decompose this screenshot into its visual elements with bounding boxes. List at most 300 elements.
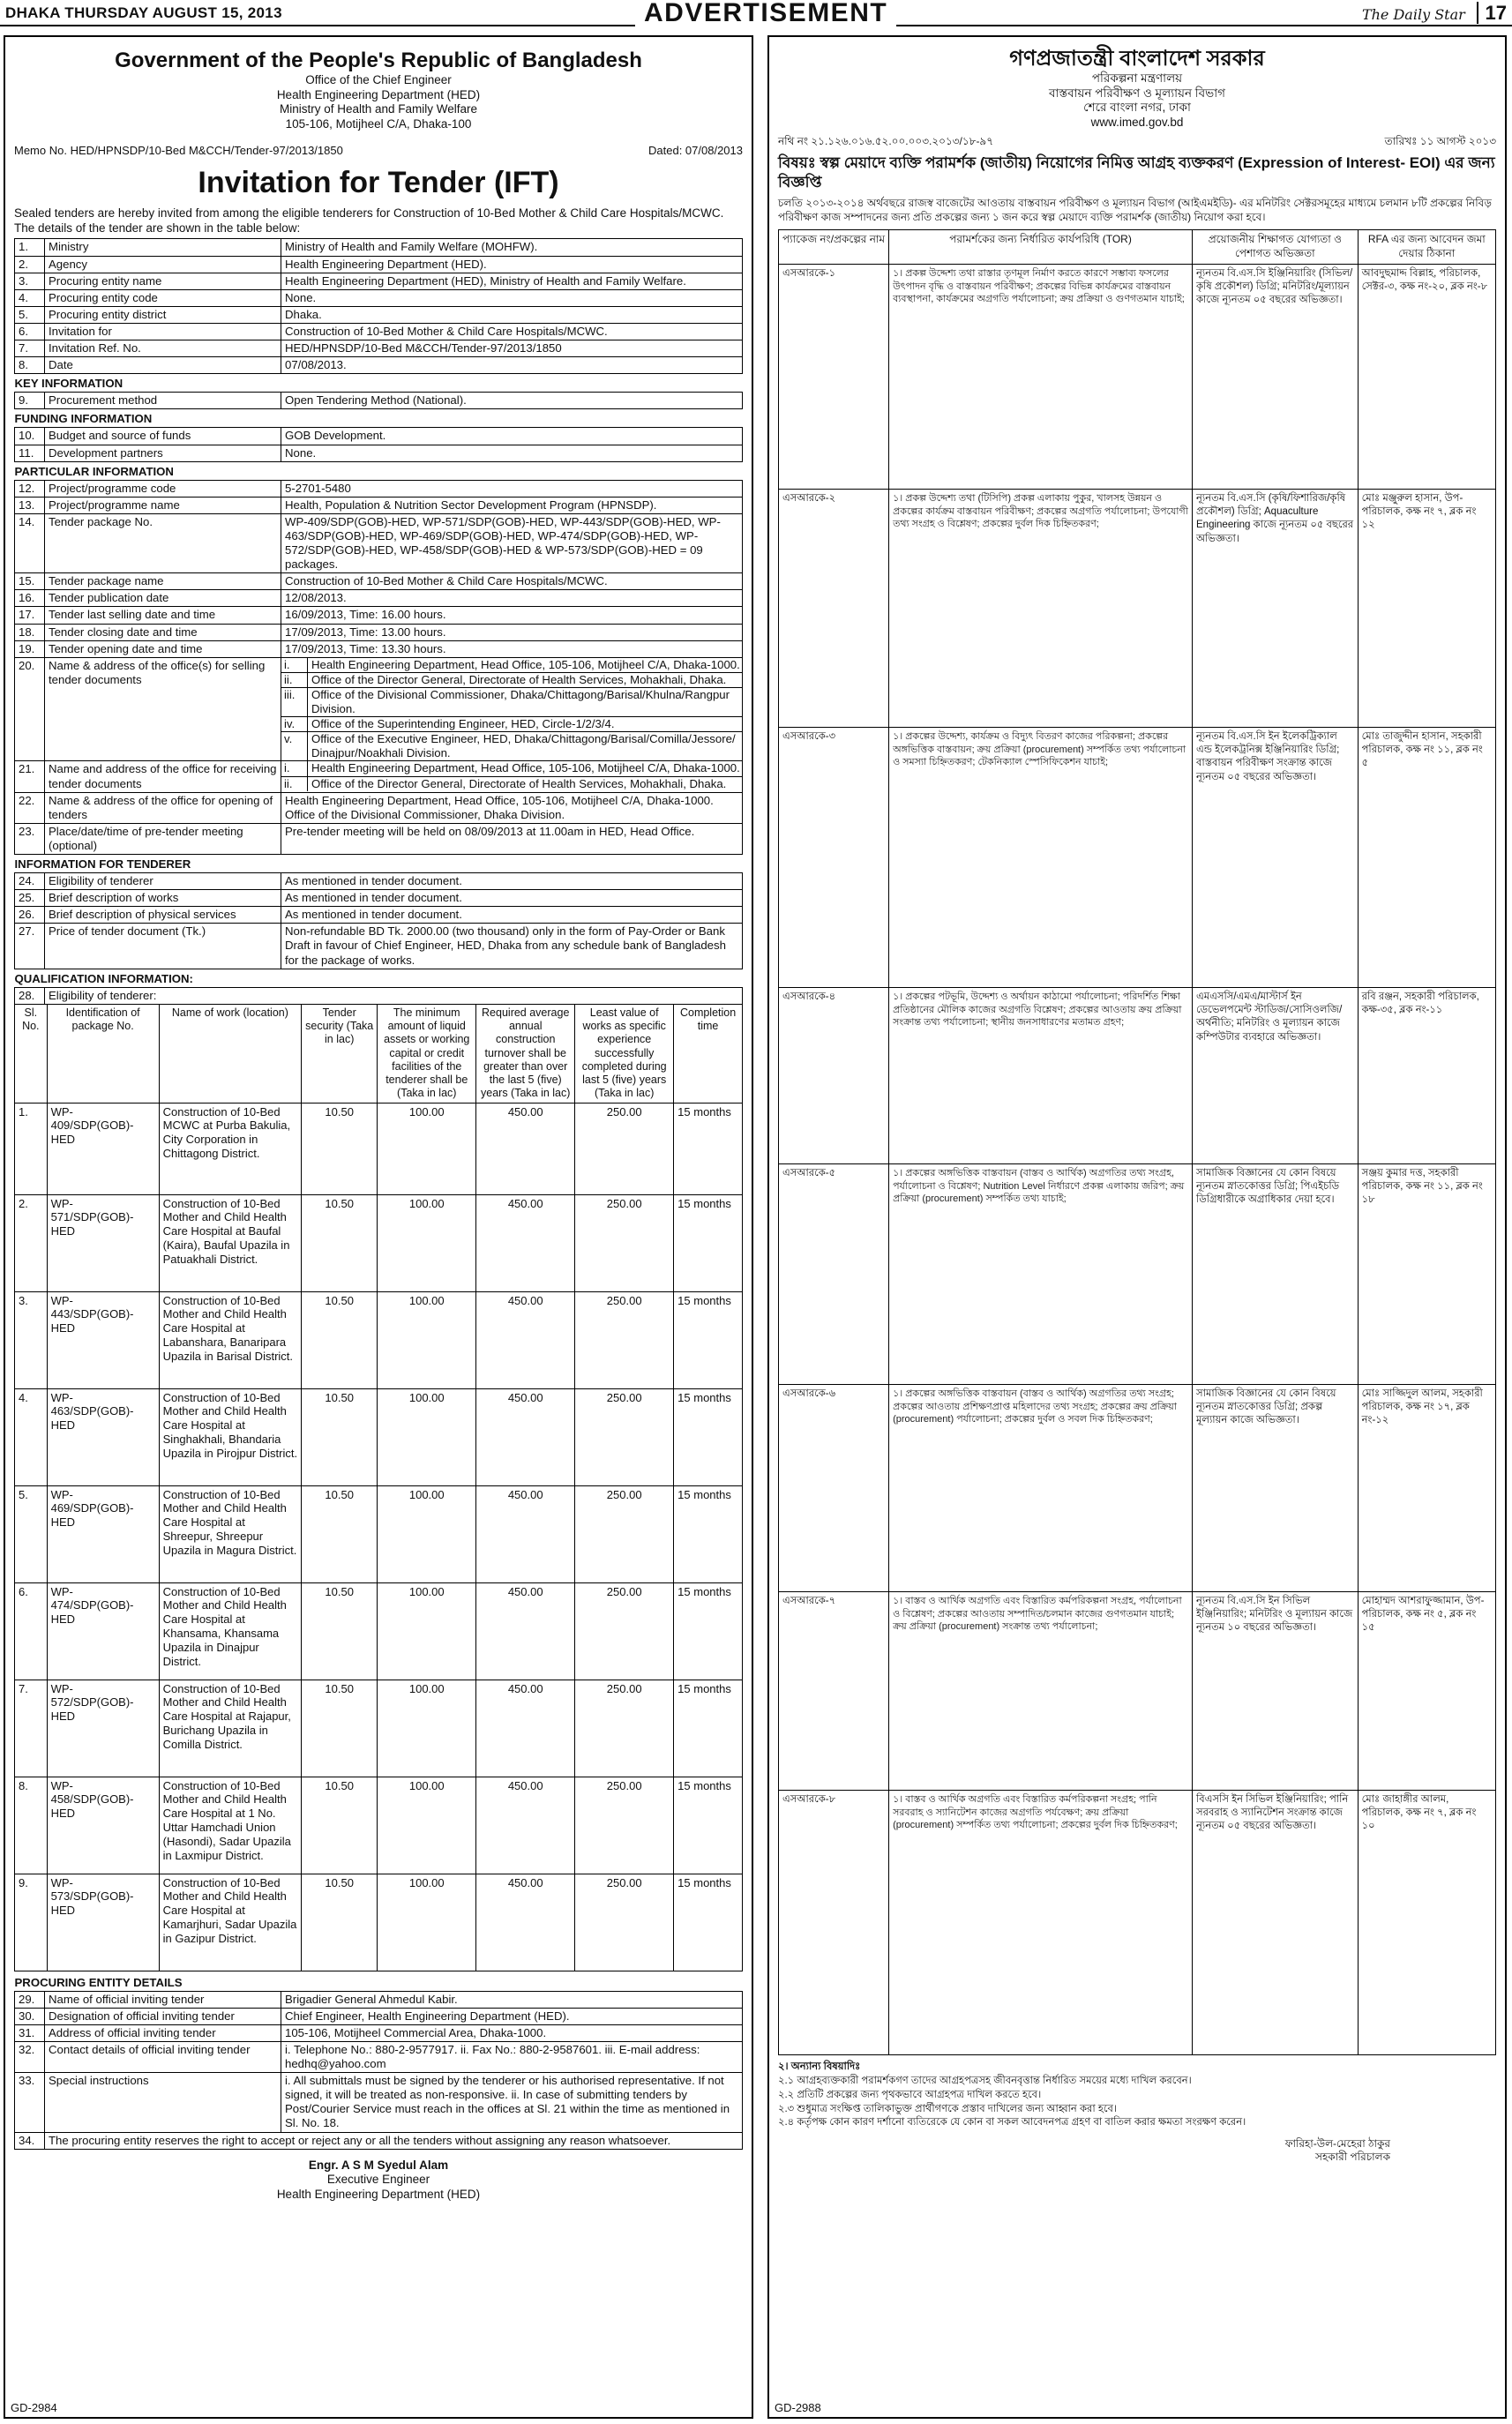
qualification-cell-sl: 2. bbox=[15, 1194, 48, 1291]
tor-cell-tor: ১। প্রকল্প উদ্দেশ্য তথা রাস্তার তৃণমূল নির্মাণ করতে কারণে সম্ভাব্য ফসলের উৎপাদন বৃদ্ধি ও বাস্তবায়ন পরিবীক্ষণ; প্রকল্পের বিভিন্ন কার্যক্রমের বাস্তবায়ন ব্যবস্থাপনা, কার্যক্রমের অগ্রগতি পর্যালোচনা; ক্রয় প্রক্রিয়া ও গুণগতমান যাচাই; bbox=[889, 264, 1193, 489]
section-heading-row bbox=[15, 461, 743, 480]
intro-line: The details of the tender are shown in the table below: bbox=[14, 221, 301, 235]
row-number: 14. bbox=[15, 513, 45, 572]
qualification-cell-turn: 450.00 bbox=[476, 1680, 575, 1777]
signatory-office: Health Engineering Department (HED) bbox=[276, 2187, 481, 2201]
tor-cell-edu: ন্যূনতম বি.এস.সি ইন সিভিল ইঞ্জিনিয়ারিং; মনিটরিং ও মূল্যায়ন কাজে ন্যূনতম ১০ বছরের অভিজ্ঞতা। bbox=[1193, 1591, 1359, 1790]
qualification-cell-liq: 100.00 bbox=[378, 1680, 476, 1777]
row-number: 5. bbox=[15, 306, 45, 323]
row-label: Eligibility of tenderer: bbox=[45, 987, 743, 1004]
row-label: Budget and source of funds bbox=[45, 428, 281, 445]
column-header: Completion time bbox=[674, 1004, 743, 1103]
sub-numeral: v. bbox=[281, 732, 308, 760]
row-number: 11. bbox=[15, 445, 45, 461]
qualification-cell-work: Construction of 10-Bed Mother and Child Health Care Hospital at Shreepur, Shreepur Upazila in Magura District. bbox=[159, 1485, 302, 1582]
intro-paragraph: চলতি ২০১৩-২০১৪ অর্থবছরে রাজস্ব বাজেটের আওতায় বাস্তবায়ন পরিবীক্ষণ ও মূল্যায়ন বিভাগ (আইএমইডি)- এর মনিটরিং সেক্টরসমূহের মাধ্যমে চলমান ৮টি প্রকল্পের নিবিড় পরিবীক্ষণ কাজ সম্পাদনের জন্য প্রতি প্রকল্পের জন্য ১ জন করে স্বল্প মেয়াদে ব্যক্তি পরামর্শক (জাতীয়) নিয়োগ করা হবে। bbox=[778, 196, 1492, 224]
tor-cell-edu: সামাজিক বিজ্ঞানের যে কোন বিষয়ে ন্যূনতম স্নাতকোত্তর ডিগ্রি; পিএইচডি ডিগ্রিধারীকে অগ্রাধিকার দেয়া হবে। bbox=[1193, 1163, 1359, 1384]
qualification-cell-turn: 450.00 bbox=[476, 1777, 575, 1874]
row-number: 17. bbox=[15, 607, 45, 624]
qualification-cell-work: Construction of 10-Bed Mother and Child Health Care Hospital at Baufal (Kaira), Baufal Upazila in Patuakhali District. bbox=[159, 1194, 302, 1291]
row-label: Procuring entity district bbox=[45, 306, 281, 323]
qualification-cell-sec: 10.50 bbox=[302, 1103, 378, 1194]
tor-cell-tor: ১। প্রকল্পের অঙ্গভিত্তিক বাস্তবায়ন (বাস্তব ও আর্থিক) অগ্রগতির তথ্য সংগ্রহ, পর্যালোচনা ও বিশ্লেষণ; Nutrition Level নির্ধারণে প্রকল্প এলাকায় জরিপ; ক্রয় প্রক্রিয়া (procurement) সম্পর্কিত তথ্য যাচাই; bbox=[889, 1163, 1193, 1384]
qualification-cell-sec: 10.50 bbox=[302, 1582, 378, 1680]
qualification-cell-time: 15 months bbox=[674, 1291, 743, 1388]
intro-text bbox=[14, 206, 743, 236]
section-title: ADVERTISEMENT bbox=[635, 0, 896, 30]
dateline: DHAKA THURSDAY AUGUST 15, 2013 bbox=[5, 4, 282, 21]
qualification-cell-work: Construction of 10-Bed Mother and Child Health Care Hospital at Labanshara, Banaripara Upazila in Barisal District. bbox=[159, 1291, 302, 1388]
tor-cell-pkg: এসআরকে-২ bbox=[779, 489, 889, 727]
row-label: Brief description of works bbox=[45, 890, 281, 907]
tor-cell-tor: ১। প্রকল্পের পটভূমি, উদ্দেশ্য ও অর্থায়ন কাঠামো পর্যালোচনা; পরিদর্শিত শিক্ষা প্রতিষ্ঠানের মৌলিক কাজের অগ্রগতি বিশ্লেষণ; প্রকল্পের আওতায় ক্রয় প্রক্রিয়া সংক্রান্ত তথ্য পর্যালোচনা; স্থানীয় জনসাধারণের মতামত গ্রহণ; bbox=[889, 987, 1193, 1163]
section-heading-row bbox=[15, 854, 743, 872]
qualification-cell-pkg: WP-443/SDP(GOB)-HED bbox=[47, 1291, 159, 1388]
memo-number: Memo No. HED/HPNSDP/10-Bed M&CCH/Tender-97/2013/1850 bbox=[14, 144, 343, 158]
qualification-cell-pkg: WP-469/SDP(GOB)-HED bbox=[47, 1485, 159, 1582]
row-value: Construction of 10-Bed Mother & Child Care Hospitals/MCWC. bbox=[281, 323, 743, 340]
row-value: Health, Population & Nutrition Sector Development Program (HPNSDP). bbox=[281, 497, 743, 513]
office-line: বাস্তবায়ন পরিবীক্ষণ ও মূল্যায়ন বিভাগ bbox=[1048, 86, 1226, 100]
sub-text: Office of the Divisional Commissioner, Dhaka/Chittagong/Barisal/Khulna/Rangpur Division. bbox=[311, 687, 730, 716]
row-label: Project/programme name bbox=[45, 497, 281, 513]
office-sub-item bbox=[281, 732, 742, 760]
office-sub-item bbox=[281, 761, 742, 776]
office-line: Office of the Chief Engineer bbox=[305, 73, 452, 87]
tender-row bbox=[15, 1991, 743, 2008]
tor-column-header: প্যাকেজ নং/প্রকল্পের নাম bbox=[779, 230, 889, 265]
qualification-cell-liq: 100.00 bbox=[378, 1388, 476, 1485]
row-value: Non-refundable BD Tk. 2000.00 (two thousand) only in the form of Pay-Order or Bank Draft in favour of Chief Engineer, HED, Dhaka from any schedule bank of Bangladesh for the package of works. bbox=[281, 924, 743, 969]
qualification-cell-turn: 450.00 bbox=[476, 1291, 575, 1388]
tender-row bbox=[15, 273, 743, 289]
qualification-cell-exp: 250.00 bbox=[575, 1194, 674, 1291]
note-item: ২.৪ কর্তৃপক্ষ কোন কারণ দর্শানো ব্যতিরেকে যে কোন বা সকল আবেদনপত্র গ্রহণ বা বাতিল করার ক্ষমতা সংরক্ষণ করেন। bbox=[778, 2117, 1246, 2128]
tor-column-header: প্রয়োজনীয় শিক্ষাগত যোগ্যতা ও পেশাগত অভিজ্ঞতা bbox=[1193, 230, 1359, 265]
note-item: ২.১ আগ্রহব্যক্তকারী পরামর্শকগণ তাদের আগ্রহপত্রসহ জীবনবৃত্তান্ত নির্ধারিত সময়ের মধ্যে দাখিল করবেন। bbox=[778, 2075, 1192, 2086]
row-number: 23. bbox=[15, 823, 45, 854]
qualification-cell-liq: 100.00 bbox=[378, 1582, 476, 1680]
tor-cell-tor: ১। প্রকল্পের অঙ্গভিত্তিক বাস্তবায়ন (বাস্তব ও আর্থিক) অগ্রগতির তথ্য সংগ্রহ; প্রকল্পের আওতায় প্রশিক্ষণপ্রাপ্ত মহিলাদের তথ্য সংগ্রহ; প্রকল্পের ক্রয় প্রক্রিয়া (procurement) পর্যালোচনা; প্রকল্পের দুর্বল ও সবল দিক চিহ্নিতকরণ; bbox=[889, 1384, 1193, 1591]
office-line: শেরে বাংলা নগর, ঢাকা bbox=[1083, 101, 1191, 115]
tor-row bbox=[779, 489, 1496, 727]
row-label: Contact details of official inviting tender bbox=[45, 2041, 281, 2072]
qualification-row bbox=[15, 1680, 743, 1777]
office-line: পরিকল্পনা মন্ত্রণালয় bbox=[1091, 71, 1183, 86]
office-line: Health Engineering Department (HED) bbox=[276, 87, 481, 101]
gd-code: GD-2984 bbox=[11, 2401, 57, 2415]
tender-row bbox=[15, 497, 743, 513]
newspaper-name: The Daily Star bbox=[1361, 6, 1465, 23]
row-value: i. Telephone No.: 880-2-9577917. ii. Fax No.: 880-2-9587601. iii. E-mail address: hedhq@yahoo.com bbox=[281, 2041, 743, 2072]
qualification-cell-time: 15 months bbox=[674, 1388, 743, 1485]
qualification-cell-work: Construction of 10-Bed Mother and Child Health Care Hospital at Kamarjhuri, Sadar Upazila in Gazipur District. bbox=[159, 1874, 302, 1971]
office-sub-item bbox=[281, 658, 742, 673]
row-label: Project/programme code bbox=[45, 480, 281, 497]
row-label: Place/date/time of pre-tender meeting (optional) bbox=[45, 823, 281, 854]
row-label: Tender last selling date and time bbox=[45, 607, 281, 624]
qualification-cell-sl: 1. bbox=[15, 1103, 48, 1194]
tender-row bbox=[15, 340, 743, 356]
row-label: Procurement method bbox=[45, 393, 281, 409]
qualification-cell-turn: 450.00 bbox=[476, 1103, 575, 1194]
qualification-cell-work: Construction of 10-Bed Mother and Child Health Care Hospital at Rajapur, Burichang Upazila in Comilla District. bbox=[159, 1680, 302, 1777]
qualification-cell-pkg: WP-572/SDP(GOB)-HED bbox=[47, 1680, 159, 1777]
qualification-cell-work: Construction of 10-Bed Mother and Child Health Care Hospital at Singhakhali, Bhandaria Upazila in Pirojpur District. bbox=[159, 1388, 302, 1485]
row-value: 105-106, Motijheel Commercial Area, Dhaka-1000. bbox=[281, 2024, 743, 2041]
qualification-cell-pkg: WP-571/SDP(GOB)-HED bbox=[47, 1194, 159, 1291]
office-sub-item bbox=[281, 688, 742, 717]
row-number: 2. bbox=[15, 256, 45, 273]
qualification-cell-sl: 3. bbox=[15, 1291, 48, 1388]
qualification-cell-liq: 100.00 bbox=[378, 1485, 476, 1582]
row-value: 16/09/2013, Time: 16.00 hours. bbox=[281, 607, 743, 624]
qualification-cell-work: Construction of 10-Bed Mother and Child Health Care Hospital at Khansama, Khansama Upazila in Dinajpur District. bbox=[159, 1582, 302, 1680]
tender-row bbox=[15, 357, 743, 374]
tender-row bbox=[15, 823, 743, 854]
row-number: 10. bbox=[15, 428, 45, 445]
qualification-cell-exp: 250.00 bbox=[575, 1874, 674, 1971]
row-label: Date bbox=[45, 357, 281, 374]
note-item: ২.২ প্রতিটি প্রকল্পের জন্য পৃথকভাবে আগ্রহপত্র দাখিল করতে হবে। bbox=[778, 2089, 1042, 2100]
row-number: 6. bbox=[15, 323, 45, 340]
tor-cell-edu: ন্যূনতম বি.এস.সি ইন ইলেকট্রিক্যাল এন্ড ইলেকট্রনিক্স ইঞ্জিনিয়ারিং ডিগ্রি; বাস্তবায়ন পরিবীক্ষণ সংক্রান্ত কাজে ন্যূনতম ০৫ বছরের অভিজ্ঞতা। bbox=[1193, 727, 1359, 987]
tender-row bbox=[15, 761, 743, 792]
row-number: 4. bbox=[15, 289, 45, 306]
qualification-cell-pkg: WP-463/SDP(GOB)-HED bbox=[47, 1388, 159, 1485]
sub-numeral: i. bbox=[281, 658, 308, 672]
tor-row bbox=[779, 1790, 1496, 2054]
tender-row bbox=[15, 2073, 743, 2132]
qualification-cell-exp: 250.00 bbox=[575, 1777, 674, 1874]
qualification-cell-liq: 100.00 bbox=[378, 1874, 476, 1971]
tor-row bbox=[779, 264, 1496, 489]
row-label: Special instructions bbox=[45, 2073, 281, 2132]
row-label: Address of official inviting tender bbox=[45, 2024, 281, 2041]
subject-line: বিষয়ঃ স্বল্প মেয়াদে ব্যক্তি পরামর্শক (জাতীয়) নিয়োগের নিমিত্ত আগ্রহ ব্যক্তকরণ (Expression of Interest- EOI) এর জন্য বিজ্ঞপ্তি bbox=[778, 153, 1495, 191]
tor-cell-pkg: এসআরকে-৫ bbox=[779, 1163, 889, 1384]
qualification-cell-sec: 10.50 bbox=[302, 1291, 378, 1388]
qualification-row bbox=[15, 1388, 743, 1485]
qualification-cell-turn: 450.00 bbox=[476, 1582, 575, 1680]
row-label: Name & address of the office(s) for selling tender documents bbox=[45, 657, 281, 761]
tender-row bbox=[15, 907, 743, 924]
office-line: Ministry of Health and Family Welfare bbox=[279, 102, 478, 116]
qualification-cell-time: 15 months bbox=[674, 1194, 743, 1291]
qualification-cell-sl: 8. bbox=[15, 1777, 48, 1874]
row-number: 22. bbox=[15, 792, 45, 823]
section-heading-row bbox=[15, 969, 743, 987]
qualification-cell-sl: 4. bbox=[15, 1388, 48, 1485]
row-number: 8. bbox=[15, 357, 45, 374]
office-sub-item bbox=[281, 673, 742, 688]
section-heading: PROCURING ENTITY DETAILS bbox=[14, 1975, 183, 1989]
row-value: i. All submittals must be signed by the tenderer or his authorised representative. If not signed, it will be treated as non-responsive. ii. In case of submitting tenders by Post/Courier Service must reach in the offices at Sl. 21 within the time as mentioned in Sl. No. 18. bbox=[281, 2073, 743, 2132]
row-label: Price of tender document (Tk.) bbox=[45, 924, 281, 969]
signatory-title: Executive Engineer bbox=[326, 2173, 430, 2187]
tor-cell-edu: এমএসসি/এমএ/মাস্টার্স ইন ডেভেলপমেন্ট স্টাডিজ/সোসিওলজি/ অর্থনীতি; মনিটরিং ও মূল্যায়ন কাজে কম্পিউটার ব্যবহারে অভিজ্ঞতা। bbox=[1193, 987, 1359, 1163]
qualification-cell-time: 15 months bbox=[674, 1103, 743, 1194]
row-value: The procuring entity reserves the right to accept or reject any or all the tenders without assigning any reason whatsoever. bbox=[45, 2132, 743, 2149]
row-value: GOB Development. bbox=[281, 428, 743, 445]
tender-row bbox=[15, 445, 743, 461]
row-number: 32. bbox=[15, 2041, 45, 2072]
row-label: Development partners bbox=[45, 445, 281, 461]
government-heading: Government of the People's Republic of Bangladesh bbox=[115, 49, 642, 72]
qualification-row bbox=[15, 1582, 743, 1680]
tor-cell-tor: ১। বাস্তব ও আর্থিক অগ্রগতি এবং বিস্তারিত কর্মপরিকল্পনা সংগ্রহ; পানি সরবরাহ ও স্যানিটেশন কাজের অগ্রগতি পর্যবেক্ষণ; ক্রয় প্রক্রিয়া (procurement) সম্পর্কিত তথ্য পর্যালোচনা; প্রকল্পের দুর্বল দিক চিহ্নিতকরণ; bbox=[889, 1790, 1193, 2054]
masthead bbox=[0, 0, 1512, 26]
row-label: Ministry bbox=[45, 239, 281, 256]
qualification-cell-sec: 10.50 bbox=[302, 1388, 378, 1485]
row-label: Name of official inviting tender bbox=[45, 1991, 281, 2008]
signature-block bbox=[14, 2158, 743, 2202]
row-value-list bbox=[281, 657, 743, 761]
row-number: 26. bbox=[15, 907, 45, 924]
tor-cell-pkg: এসআরকে-৮ bbox=[779, 1790, 889, 2054]
qualification-cell-sec: 10.50 bbox=[302, 1194, 378, 1291]
row-number: 12. bbox=[15, 480, 45, 497]
tender-row bbox=[15, 513, 743, 572]
row-number: 20. bbox=[15, 657, 45, 761]
qualification-row bbox=[15, 1874, 743, 1971]
tender-row bbox=[15, 393, 743, 409]
tender-row bbox=[15, 640, 743, 657]
tor-cell-addr: মোহাম্মদ আশরাফুজ্জামান, উপ-পরিচালক, কক্ষ নং ৫, ব্লক নং ১৫ bbox=[1358, 1591, 1495, 1790]
sub-text: Office of the Superintending Engineer, HED, Circle-1/2/3/4. bbox=[311, 717, 615, 731]
office-sub-item bbox=[281, 777, 742, 791]
website-link[interactable]: www.imed.gov.bd bbox=[1090, 115, 1184, 129]
page-number: 17 bbox=[1477, 2, 1507, 24]
tender-row bbox=[15, 792, 743, 823]
signatory-title: সহকারী পরিচালক bbox=[1315, 2150, 1390, 2163]
tor-column-header: RFA এর জন্য আবেদন জমা দেয়ার ঠিকানা bbox=[1358, 230, 1495, 265]
row-value: 5-2701-5480 bbox=[281, 480, 743, 497]
qualification-cell-liq: 100.00 bbox=[378, 1291, 476, 1388]
tor-cell-edu: ন্যূনতম বি.এস.সি (কৃষি/ফিশারিজ/কৃষি প্রকৌশল) ডিগ্রি; Aquaculture Engineering কাজে ন্যূনতম ০৫ বছরের অভিজ্ঞতা। bbox=[1193, 489, 1359, 727]
section-heading: INFORMATION FOR TENDERER bbox=[14, 857, 191, 871]
qualification-cell-exp: 250.00 bbox=[575, 1485, 674, 1582]
tender-row bbox=[15, 2024, 743, 2041]
row-label: Brief description of physical services bbox=[45, 907, 281, 924]
qualification-cell-exp: 250.00 bbox=[575, 1388, 674, 1485]
sub-text: Office of the Director General, Directorate of Health Services, Mohakhali, Dhaka. bbox=[311, 672, 727, 686]
row-label: Tender package No. bbox=[45, 513, 281, 572]
row-label: Name and address of the office for receiving tender documents bbox=[45, 761, 281, 792]
qualification-cell-sec: 10.50 bbox=[302, 1874, 378, 1971]
sub-numeral: iv. bbox=[281, 717, 308, 731]
row-number: 16. bbox=[15, 590, 45, 607]
qualification-cell-exp: 250.00 bbox=[575, 1291, 674, 1388]
row-value: Open Tendering Method (National). bbox=[281, 393, 743, 409]
qualification-cell-sl: 6. bbox=[15, 1582, 48, 1680]
qualification-cell-sl: 5. bbox=[15, 1485, 48, 1582]
memo-row bbox=[778, 135, 1496, 148]
column-header: Sl. No. bbox=[15, 1004, 48, 1103]
tor-cell-addr: মোঃ তাজুদ্দীন হাসান, সহকারী পরিচালক, কক্ষ নং ১১, ব্লক নং ৫ bbox=[1358, 727, 1495, 987]
section-heading: PARTICULAR INFORMATION bbox=[14, 464, 174, 478]
tor-cell-addr: মোঃ সাজ্জিদুল আলম, সহকারী পরিচালক, কক্ষ নং ১৭, ব্লক নং-১২ bbox=[1358, 1384, 1495, 1591]
tender-row bbox=[15, 2132, 743, 2149]
sub-text: Health Engineering Department, Head Office, 105-106, Motijheel C/A, Dhaka-1000. bbox=[311, 657, 740, 671]
tender-row bbox=[15, 323, 743, 340]
qualification-row bbox=[15, 1291, 743, 1388]
row-value: 17/09/2013, Time: 13.30 hours. bbox=[281, 640, 743, 657]
tender-row bbox=[15, 607, 743, 624]
sub-numeral: i. bbox=[281, 761, 308, 775]
memo-row bbox=[14, 144, 743, 158]
row-label: Agency bbox=[45, 256, 281, 273]
row-value: Ministry of Health and Family Welfare (MOHFW). bbox=[281, 239, 743, 256]
sub-text: Office of the Director General, Directorate of Health Services, Mohakhali, Dhaka. bbox=[311, 776, 727, 790]
qualification-row bbox=[15, 1485, 743, 1582]
row-value: Health Engineering Department (HED). bbox=[281, 256, 743, 273]
tor-row bbox=[779, 1384, 1496, 1591]
row-label: Invitation Ref. No. bbox=[45, 340, 281, 356]
sub-text: Health Engineering Department, Head Office, 105-106, Motijheel C/A, Dhaka-1000. bbox=[311, 761, 740, 775]
row-value: As mentioned in tender document. bbox=[281, 907, 743, 924]
row-number: 30. bbox=[15, 2008, 45, 2024]
memo-date: Dated: 07/08/2013 bbox=[648, 144, 743, 158]
office-sub-item bbox=[281, 717, 742, 732]
procuring-entity-table bbox=[14, 1973, 743, 2150]
tor-cell-pkg: এসআরকে-৭ bbox=[779, 1591, 889, 1790]
tender-row bbox=[15, 890, 743, 907]
tor-table bbox=[778, 229, 1496, 2055]
tor-cell-pkg: এসআরকে-৬ bbox=[779, 1384, 889, 1591]
tor-row bbox=[779, 727, 1496, 987]
row-number: 21. bbox=[15, 761, 45, 792]
column-header: Identification of package No. bbox=[47, 1004, 159, 1103]
qualification-cell-time: 15 months bbox=[674, 1874, 743, 1971]
row-value: As mentioned in tender document. bbox=[281, 873, 743, 890]
qualification-cell-turn: 450.00 bbox=[476, 1485, 575, 1582]
memo-date: তারিখঃ ১১ আগস্ট ২০১৩ bbox=[1384, 135, 1496, 148]
row-value: HED/HPNSDP/10-Bed M&CCH/Tender-97/2013/1850 bbox=[281, 340, 743, 356]
tender-row bbox=[15, 924, 743, 969]
sub-numeral: ii. bbox=[281, 777, 308, 791]
row-value: WP-409/SDP(GOB)-HED, WP-571/SDP(GOB)-HED, WP-443/SDP(GOB)-HED, WP-463/SDP(GOB)-HED, WP-469/SDP(GOB)-HED, WP-474/SDP(GOB)-HED, WP-572/SDP(GOB)-HED, WP-458/SDP(GOB)-HED & WP-573/SDP(GOB)-HED = 09 packages. bbox=[281, 513, 743, 572]
qualification-cell-liq: 100.00 bbox=[378, 1194, 476, 1291]
qualification-cell-sl: 7. bbox=[15, 1680, 48, 1777]
tender-notice-panel bbox=[4, 35, 753, 2419]
row-value: Health Engineering Department, Head Office, 105-106, Motijheel C/A, Dhaka-1000. Office of the Divisional Commissioner, Dhaka Division. bbox=[281, 792, 743, 823]
sub-numeral: iii. bbox=[281, 688, 308, 716]
row-value: Health Engineering Department (HED), Ministry of Health and Family Welfare. bbox=[281, 273, 743, 289]
tor-cell-pkg: এসআরকে-৩ bbox=[779, 727, 889, 987]
qualification-cell-sl: 9. bbox=[15, 1874, 48, 1971]
tender-details-table bbox=[14, 238, 743, 1004]
column-header: The minimum amount of liquid assets or working capital or credit facilities of the tenderer shall be (Taka in lac) bbox=[378, 1004, 476, 1103]
tor-row bbox=[779, 1163, 1496, 1384]
row-number: 3. bbox=[15, 273, 45, 289]
memo-number: নথি নং ২১.১২৬.০১৬.৫২.০০.০০৩.২০১৩/১৮-৯৭ bbox=[778, 135, 994, 148]
row-label: Procuring entity name bbox=[45, 273, 281, 289]
tor-cell-addr: মোঃ জাহাঙ্গীর আলম, পরিচালক, কক্ষ নং ৭, ব্লক নং ১০ bbox=[1358, 1790, 1495, 2054]
row-number: 27. bbox=[15, 924, 45, 969]
tender-row bbox=[15, 2041, 743, 2072]
sub-numeral: ii. bbox=[281, 673, 308, 687]
qualification-row bbox=[15, 1103, 743, 1194]
section-heading-row bbox=[15, 409, 743, 428]
row-label: Tender package name bbox=[45, 573, 281, 590]
row-number: 1. bbox=[15, 239, 45, 256]
row-number: 15. bbox=[15, 573, 45, 590]
tor-cell-tor: ১। প্রকল্প উদ্দেশ্য তথা (টিসিপি) প্রকল্প এলাকায় পুকুর, খালসহ উন্নয়ন ও প্রকল্পের কার্যক্রম বাস্তবায়ন পরিবীক্ষণ; প্রকল্পের অগ্রগতি পর্যালোচনা; উপযোগী তথ্য সংগ্রহ ও বিশ্লেষণ; প্রকল্পের দুর্বল দিক চিহ্নিতকরণ; bbox=[889, 489, 1193, 727]
tor-row bbox=[779, 987, 1496, 1163]
qualification-cell-turn: 450.00 bbox=[476, 1194, 575, 1291]
tor-cell-pkg: এসআরকে-৪ bbox=[779, 987, 889, 1163]
tor-cell-edu: ন্যূনতম বি.এস.সি ইঞ্জিনিয়ারিং (সিভিল/ কৃষি প্রকৌশল) ডিগ্রি; মনিটরিং/মূল্যায়ন কাজে ন্যূনতম ০৫ বছরের অভিজ্ঞতা। bbox=[1193, 264, 1359, 489]
tender-row bbox=[15, 306, 743, 323]
row-label: Tender publication date bbox=[45, 590, 281, 607]
row-number: 7. bbox=[15, 340, 45, 356]
row-label: Procuring entity code bbox=[45, 289, 281, 306]
tender-row bbox=[15, 480, 743, 497]
qualification-cell-sec: 10.50 bbox=[302, 1485, 378, 1582]
other-notes bbox=[778, 2061, 1496, 2130]
tor-row bbox=[779, 1591, 1496, 1790]
qualification-table bbox=[14, 1004, 743, 1971]
tor-column-header: পরামর্শকের জন্য নির্ধারিত কার্যপরিধি (TOR) bbox=[889, 230, 1193, 265]
row-label: Eligibility of tenderer bbox=[45, 873, 281, 890]
signature-block bbox=[778, 2137, 1496, 2163]
column-header: Tender security (Taka in lac) bbox=[302, 1004, 378, 1103]
signatory-name: ফারিহা-উল-মেহেরা ঠাকুর bbox=[1284, 2137, 1390, 2151]
intro-line: Sealed tenders are hereby invited from among the eligible tenderers for Construction of 10-Bed Mother & Child Care Hospitals/MCWC. bbox=[14, 206, 724, 221]
row-number: 18. bbox=[15, 624, 45, 640]
qualification-cell-time: 15 months bbox=[674, 1680, 743, 1777]
qualification-cell-pkg: WP-409/SDP(GOB)-HED bbox=[47, 1103, 159, 1194]
note-item: ২.৩ শুধুমাত্র সংক্ষিপ্ত তালিকাভুক্ত প্রার্থীগণকে প্রস্তাব দাখিলের জন্য আহ্বান করা হবে। bbox=[778, 2103, 1118, 2114]
row-number: 31. bbox=[15, 2024, 45, 2041]
column-header: Required average annual construction turnover shall be greater than over the last 5 (five) years (Taka in lac) bbox=[476, 1004, 575, 1103]
row-value: Brigadier General Ahmedul Kabir. bbox=[281, 1991, 743, 2008]
section-heading-row bbox=[15, 374, 743, 393]
page-info bbox=[1362, 2, 1507, 26]
tender-row bbox=[15, 239, 743, 256]
document-title: Invitation for Tender (IFT) bbox=[198, 166, 559, 199]
row-number: 24. bbox=[15, 873, 45, 890]
qualification-cell-time: 15 months bbox=[674, 1485, 743, 1582]
tender-row bbox=[15, 657, 743, 761]
qualification-cell-work: Construction of 10-Bed Mother and Child Health Care Hospital at 1 No. Uttar Hamchadi Union (Hasondi), Sadar Upazila in Laxmipur District. bbox=[159, 1777, 302, 1874]
eoi-notice-panel bbox=[767, 35, 1507, 2419]
qualification-cell-pkg: WP-474/SDP(GOB)-HED bbox=[47, 1582, 159, 1680]
tor-cell-addr: আবদুছমাদ্দ বিল্লাহ, পরিচালক, সেক্টর-৩, কক্ষ নং-২০, ব্লক নং-৮ bbox=[1358, 264, 1495, 489]
row-number: 33. bbox=[15, 2073, 45, 2132]
row-value: 17/09/2013, Time: 13.00 hours. bbox=[281, 624, 743, 640]
qualification-cell-exp: 250.00 bbox=[575, 1103, 674, 1194]
gd-code: GD-2988 bbox=[775, 2401, 821, 2415]
sub-text: Office of the Executive Engineer, HED, Dhaka/Chittagong/Barisal/Comilla/Jessore/ Dinajpur/Noakhali Division. bbox=[311, 732, 736, 760]
row-label: Tender opening date and time bbox=[45, 640, 281, 657]
qualification-cell-work: Construction of 10-Bed MCWC at Purba Bakulia, City Corporation in Chittagong District. bbox=[159, 1103, 302, 1194]
office-line: 105-106, Motijheel C/A, Dhaka-100 bbox=[285, 116, 472, 131]
qualification-cell-turn: 450.00 bbox=[476, 1874, 575, 1971]
qualification-row bbox=[15, 1777, 743, 1874]
section-heading: QUALIFICATION INFORMATION: bbox=[14, 971, 193, 985]
column-header: Least value of works as specific experience successfully completed during last 5 (five) years (Taka in lac) bbox=[575, 1004, 674, 1103]
row-value: Pre-tender meeting will be held on 08/09/2013 at 11.00am in HED, Head Office. bbox=[281, 823, 743, 854]
section-heading: KEY INFORMATION bbox=[14, 377, 124, 391]
tender-row bbox=[15, 289, 743, 306]
row-value: As mentioned in tender document. bbox=[281, 890, 743, 907]
tor-cell-edu: সামাজিক বিজ্ঞানের যে কোন বিষয়ে ন্যূনতম স্নাতকোত্তর ডিগ্রি; প্রকল্প মূল্যায়ন কাজে অভিজ্ঞতা। bbox=[1193, 1384, 1359, 1591]
tor-cell-tor: ১। বাস্তব ও আর্থিক অগ্রগতি এবং বিস্তারিত কর্মপরিকল্পনা সংগ্রহ, পর্যালোচনা ও বিশ্লেষণ; প্রকল্পের আওতায় সম্পাদিত/চলমান কাজের গুণগতমান যাচাই; ক্রয় প্রক্রিয়া (procurement) সংক্রান্ত তথ্য পর্যালোচনা; bbox=[889, 1591, 1193, 1790]
row-number: 13. bbox=[15, 497, 45, 513]
signatory-name: Engr. A S M Syedul Alam bbox=[308, 2158, 449, 2172]
